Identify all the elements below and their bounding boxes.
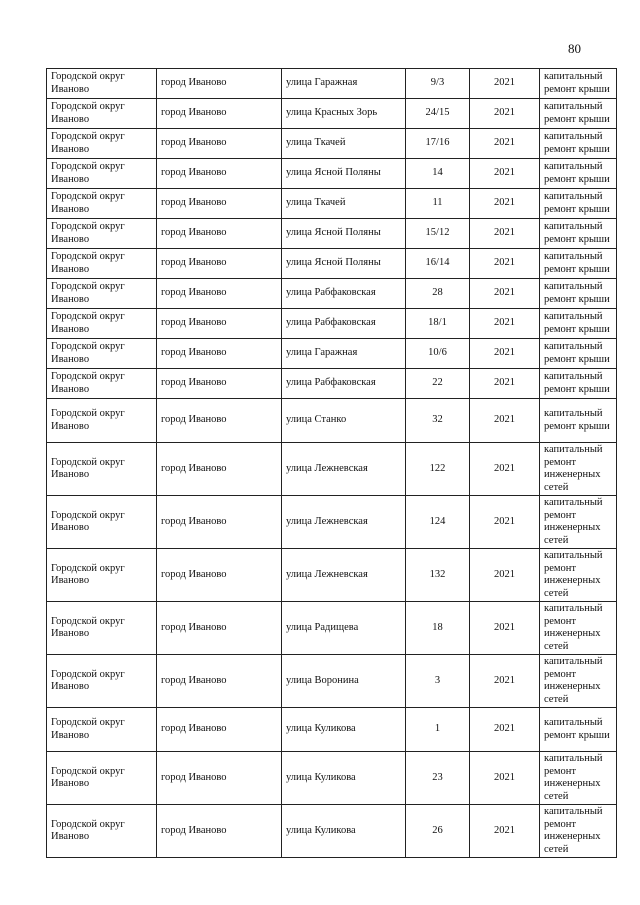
table-row: [47, 752, 617, 805]
city-cell: город Иваново: [157, 99, 282, 129]
repair-schedule-table: [46, 68, 617, 858]
table-row: [47, 129, 617, 159]
district-cell: Городской округ Иваново: [47, 69, 157, 99]
year-cell: 2021: [470, 602, 540, 655]
year-cell: 2021: [470, 752, 540, 805]
district-cell: Городской округ Иваново: [47, 443, 157, 496]
street-cell: улица Рабфаковская: [282, 369, 406, 399]
city-cell: город Иваново: [157, 219, 282, 249]
house-number-cell: 28: [406, 279, 470, 309]
street-cell: улица Радищева: [282, 602, 406, 655]
house-number-cell: 18/1: [406, 309, 470, 339]
year-cell: 2021: [470, 69, 540, 99]
city-cell: город Иваново: [157, 752, 282, 805]
city-cell: город Иваново: [157, 309, 282, 339]
year-cell: 2021: [470, 549, 540, 602]
district-cell: Городской округ Иваново: [47, 279, 157, 309]
table-row: [47, 369, 617, 399]
city-cell: город Иваново: [157, 602, 282, 655]
work-type-cell: капитальный ремонт крыши: [540, 249, 617, 279]
work-type-cell: капитальный ремонт крыши: [540, 69, 617, 99]
city-cell: город Иваново: [157, 129, 282, 159]
district-cell: Городской округ Иваново: [47, 159, 157, 189]
house-number-cell: 26: [406, 805, 470, 858]
table-row: [47, 279, 617, 309]
house-number-cell: 14: [406, 159, 470, 189]
table-row: [47, 708, 617, 752]
year-cell: 2021: [470, 249, 540, 279]
city-cell: город Иваново: [157, 496, 282, 549]
year-cell: 2021: [470, 129, 540, 159]
district-cell: Городской округ Иваново: [47, 189, 157, 219]
work-type-cell: капитальный ремонт крыши: [540, 219, 617, 249]
house-number-cell: 32: [406, 399, 470, 443]
city-cell: город Иваново: [157, 399, 282, 443]
house-number-cell: 124: [406, 496, 470, 549]
city-cell: город Иваново: [157, 159, 282, 189]
year-cell: 2021: [470, 496, 540, 549]
city-cell: город Иваново: [157, 443, 282, 496]
house-number-cell: 22: [406, 369, 470, 399]
work-type-cell: капитальный ремонт крыши: [540, 279, 617, 309]
street-cell: улица Ясной Поляны: [282, 249, 406, 279]
city-cell: город Иваново: [157, 189, 282, 219]
city-cell: город Иваново: [157, 69, 282, 99]
work-type-cell: капитальный ремонт крыши: [540, 129, 617, 159]
work-type-cell: капитальный ремонт инженерных сетей: [540, 443, 617, 496]
district-cell: Городской округ Иваново: [47, 549, 157, 602]
year-cell: 2021: [470, 219, 540, 249]
street-cell: улица Куликова: [282, 708, 406, 752]
street-cell: улица Рабфаковская: [282, 309, 406, 339]
work-type-cell: капитальный ремонт крыши: [540, 339, 617, 369]
street-cell: улица Воронина: [282, 655, 406, 708]
city-cell: город Иваново: [157, 805, 282, 858]
city-cell: город Иваново: [157, 655, 282, 708]
work-type-cell: капитальный ремонт инженерных сетей: [540, 805, 617, 858]
house-number-cell: 3: [406, 655, 470, 708]
table-row: [47, 399, 617, 443]
house-number-cell: 1: [406, 708, 470, 752]
house-number-cell: 132: [406, 549, 470, 602]
district-cell: Городской округ Иваново: [47, 805, 157, 858]
district-cell: Городской округ Иваново: [47, 655, 157, 708]
year-cell: 2021: [470, 99, 540, 129]
year-cell: 2021: [470, 655, 540, 708]
work-type-cell: капитальный ремонт инженерных сетей: [540, 602, 617, 655]
table-row: [47, 309, 617, 339]
street-cell: улица Ясной Поляны: [282, 159, 406, 189]
district-cell: Городской округ Иваново: [47, 309, 157, 339]
year-cell: 2021: [470, 309, 540, 339]
district-cell: Городской округ Иваново: [47, 496, 157, 549]
year-cell: 2021: [470, 279, 540, 309]
work-type-cell: капитальный ремонт инженерных сетей: [540, 496, 617, 549]
house-number-cell: 9/3: [406, 69, 470, 99]
district-cell: Городской округ Иваново: [47, 399, 157, 443]
street-cell: улица Рабфаковская: [282, 279, 406, 309]
house-number-cell: 11: [406, 189, 470, 219]
city-cell: город Иваново: [157, 249, 282, 279]
work-type-cell: капитальный ремонт крыши: [540, 708, 617, 752]
year-cell: 2021: [470, 369, 540, 399]
year-cell: 2021: [470, 159, 540, 189]
street-cell: улица Гаражная: [282, 339, 406, 369]
page-number: 80: [568, 41, 581, 56]
table-row: [47, 443, 617, 496]
city-cell: город Иваново: [157, 708, 282, 752]
street-cell: улица Ясной Поляны: [282, 219, 406, 249]
street-cell: улица Лежневская: [282, 496, 406, 549]
table-row: [47, 496, 617, 549]
house-number-cell: 16/14: [406, 249, 470, 279]
table-row: [47, 339, 617, 369]
year-cell: 2021: [470, 443, 540, 496]
year-cell: 2021: [470, 708, 540, 752]
street-cell: улица Ткачей: [282, 129, 406, 159]
table-row: [47, 549, 617, 602]
work-type-cell: капитальный ремонт крыши: [540, 189, 617, 219]
year-cell: 2021: [470, 189, 540, 219]
table-row: [47, 602, 617, 655]
work-type-cell: капитальный ремонт инженерных сетей: [540, 752, 617, 805]
district-cell: Городской округ Иваново: [47, 752, 157, 805]
work-type-cell: капитальный ремонт инженерных сетей: [540, 549, 617, 602]
district-cell: Городской округ Иваново: [47, 99, 157, 129]
city-cell: город Иваново: [157, 549, 282, 602]
table-body: [47, 69, 617, 858]
street-cell: улица Куликова: [282, 752, 406, 805]
table-row: [47, 655, 617, 708]
house-number-cell: 24/15: [406, 99, 470, 129]
district-cell: Городской округ Иваново: [47, 129, 157, 159]
house-number-cell: 10/6: [406, 339, 470, 369]
table-row: [47, 159, 617, 189]
work-type-cell: капитальный ремонт крыши: [540, 99, 617, 129]
year-cell: 2021: [470, 339, 540, 369]
table-row: [47, 99, 617, 129]
house-number-cell: 17/16: [406, 129, 470, 159]
street-cell: улица Лежневская: [282, 549, 406, 602]
table-row: [47, 249, 617, 279]
street-cell: улица Гаражная: [282, 69, 406, 99]
city-cell: город Иваново: [157, 339, 282, 369]
district-cell: Городской округ Иваново: [47, 219, 157, 249]
district-cell: Городской округ Иваново: [47, 369, 157, 399]
house-number-cell: 23: [406, 752, 470, 805]
table-row: [47, 69, 617, 99]
year-cell: 2021: [470, 805, 540, 858]
house-number-cell: 15/12: [406, 219, 470, 249]
year-cell: 2021: [470, 399, 540, 443]
street-cell: улица Ткачей: [282, 189, 406, 219]
table-row: [47, 189, 617, 219]
street-cell: улица Станко: [282, 399, 406, 443]
work-type-cell: капитальный ремонт крыши: [540, 369, 617, 399]
district-cell: Городской округ Иваново: [47, 249, 157, 279]
work-type-cell: капитальный ремонт крыши: [540, 159, 617, 189]
district-cell: Городской округ Иваново: [47, 602, 157, 655]
street-cell: улица Лежневская: [282, 443, 406, 496]
street-cell: улица Красных Зорь: [282, 99, 406, 129]
house-number-cell: 18: [406, 602, 470, 655]
table-row: [47, 805, 617, 858]
city-cell: город Иваново: [157, 279, 282, 309]
district-cell: Городской округ Иваново: [47, 708, 157, 752]
work-type-cell: капитальный ремонт инженерных сетей: [540, 655, 617, 708]
district-cell: Городской округ Иваново: [47, 339, 157, 369]
work-type-cell: капитальный ремонт крыши: [540, 399, 617, 443]
house-number-cell: 122: [406, 443, 470, 496]
street-cell: улица Куликова: [282, 805, 406, 858]
work-type-cell: капитальный ремонт крыши: [540, 309, 617, 339]
table-row: [47, 219, 617, 249]
city-cell: город Иваново: [157, 369, 282, 399]
